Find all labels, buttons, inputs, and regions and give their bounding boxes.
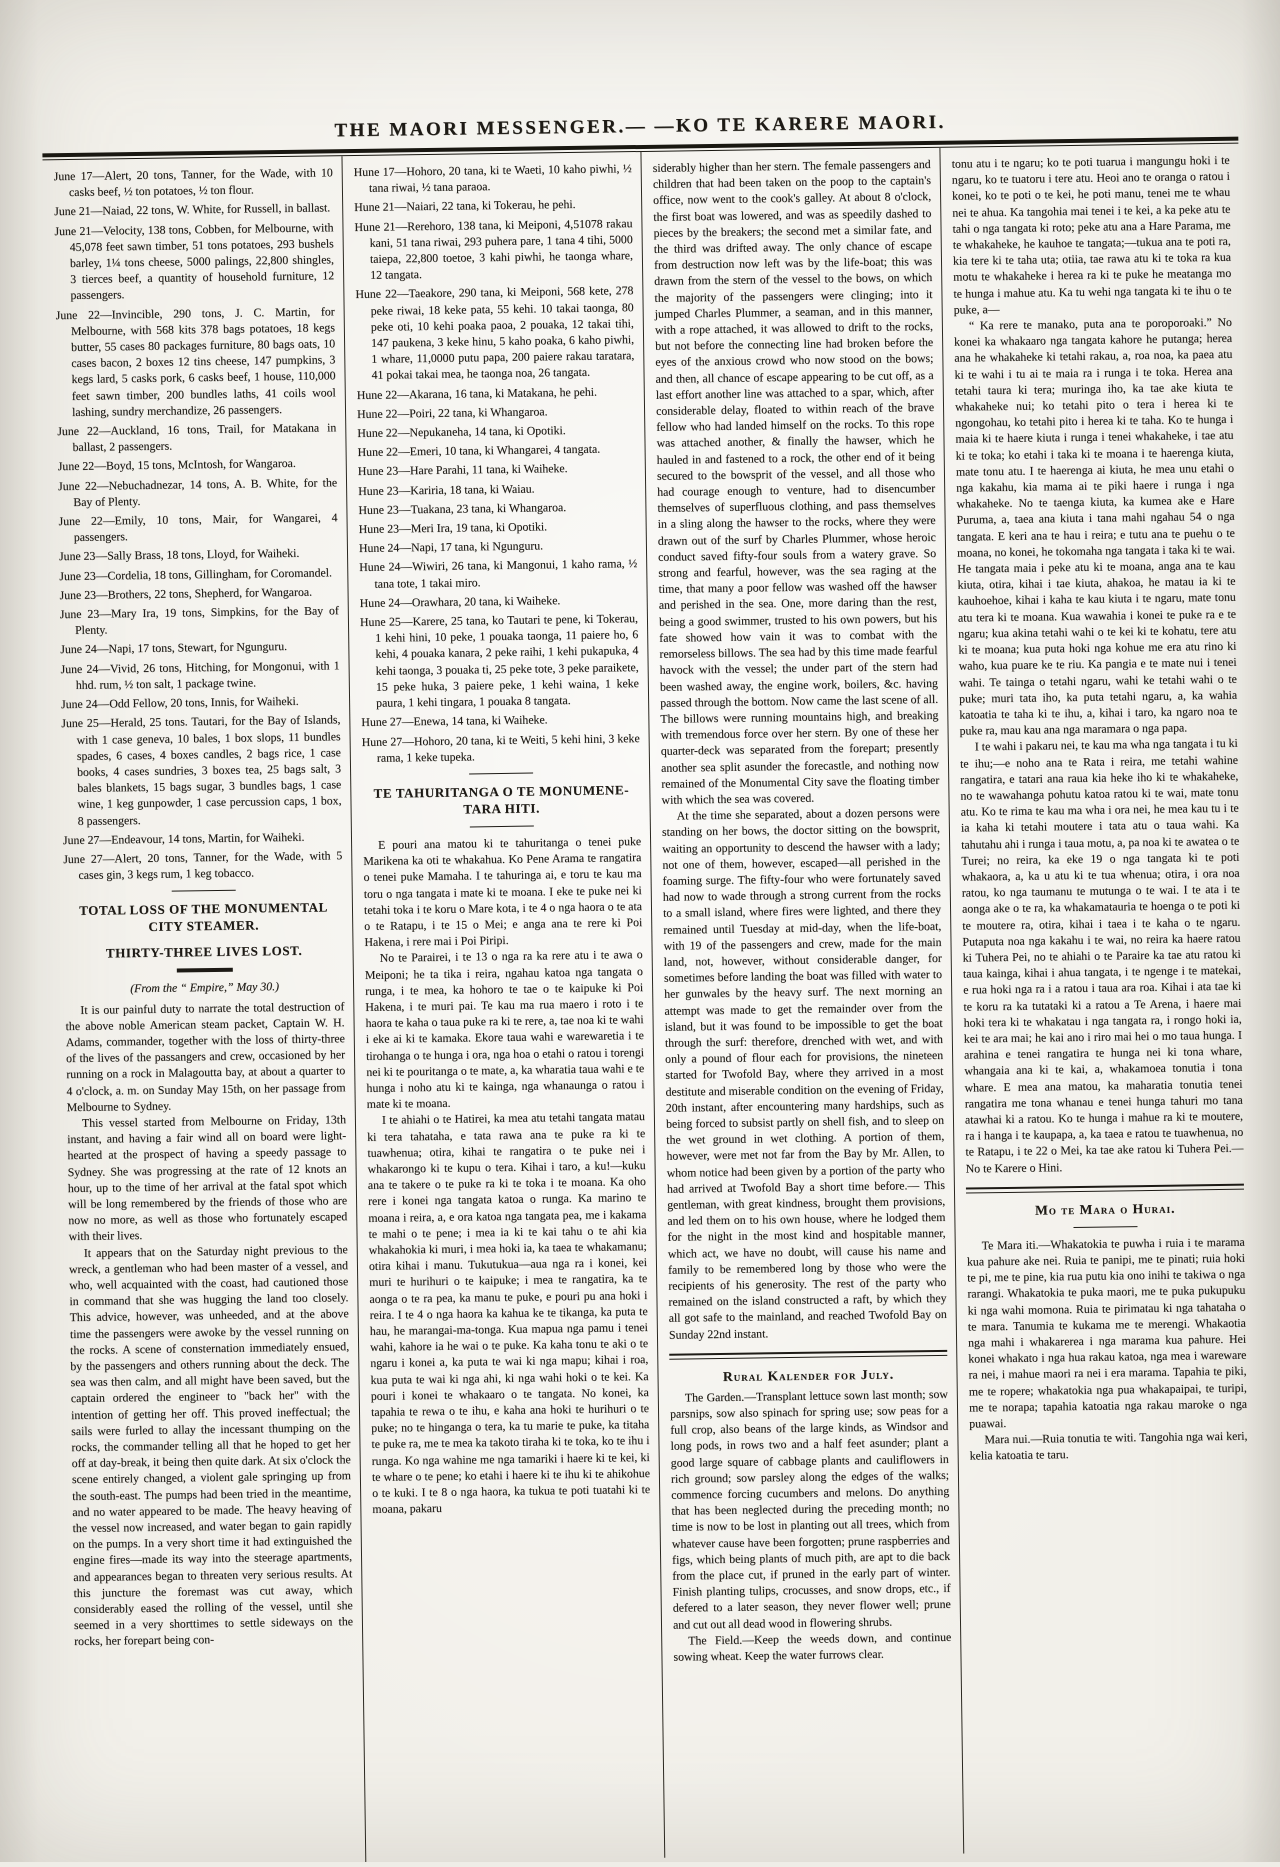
- shipping-entry: Hune 22—Taeakore, 290 tana, ki Meiponi, 568 kete, 278 peke riwai, 18 keke pata, 55 kehi. 10 takai taonga, 80 peke oti, 10 kehi poaka paoa, 2 pouaka, 12 takai tihi, 147 paukena, 3 keke hinu, 5 kaho poaka, 6 kaho piwhi, 1 whare, 11,0000 putu papa, 200 paiere rakau taratara, 41 pokai takai mea, he taonga noa, 26 tangata.: [355, 283, 635, 383]
- column-2: [341, 152, 664, 1862]
- shipping-entry: June 24—Napi, 17 tons, Stewart, for Ngunguru.: [60, 639, 288, 657]
- shipping-entry: June 23—Sally Brass, 18 tons, Lloyd, for Waiheki.: [58, 546, 300, 564]
- divider-rule: [176, 968, 232, 973]
- shipping-entry: Hune 21—Rerehoro, 138 tana, ki Meiponi, 4,51078 rakau kani, 51 tana riwai, 293 puhera pare, 1 tana 4 tihi, 5000 taiepa, 22,800 toetoe, 3 kahi piwhi, he taonga whare, 12 tangata.: [354, 215, 633, 283]
- shipping-entry: June 27—Alert, 20 tons, Tanner, for the Wade, with 5 cases gin, 3 kegs rum, 1 keg tobacco.: [63, 848, 343, 883]
- shipping-entry: June 22—Emily, 10 tons, Mair, for Wangarei, 4 passengers.: [58, 510, 338, 545]
- paragraph-continued: siderably higher than her stern. The female passengers and children that had been taken on the poop to the captain's office, now went to the cook's galley. At about 8 o'clock, the first boat was lowered, and was as speedily dashed to pieces by the breakers; the second met a similar fate, and the third was drifted away. The only chance of escape from destruction now left was by the life-boat; this was drawn from the stern of the vessel to the bows, on which the majority of the passengers were clinging; into it jumped Charles Plummer, a seaman, and in this manner, with a rope attached, it was allowed to drift to the rocks, but not before the connecting line had broken before the eyes of the anxious crowd who now stood on the bows; and then, all chance of escape appearing to be cut off, as a last effort another line was attached to a spar, which, after considerable delay, floated to within reach of the brave fellow who had landed himself on the rocks. To this rope was attached another, & finally the hawser, which he hauled in and fastened to a rock, the other end of it being secured to the bowsprit of the vessel, and all those who had courage enough to venture, had to disencumber themselves of superfluous clothing, and pass themselves in a sling along the hawser to the rocks, where they were drawn out of the surf by Charles Plummer, whose heroic conduct saved fifty-four souls from a watery grave. So strong and fearful, however, was the sea raging at the time, that many a poor fellow was washed off the hawser and perished in the sea. One, more daring than the rest, being a good swimmer, trusted to his own powers, but his fate showed how vain it was to combat with the remorseless billows. The sea had by this time made fearful havock with the vessel; the under part of the stern had been washed away, the engine work, boilers, &c. having passed through the bottom. Now came the last scene of all. The billows were running mountains high, and breaking with tremendous force over her stern. By one of these her quarter-deck was separated from the forepart; presently another sea split asunder the forecastle, and nothing now remained of the Monumental City save the floating timber with which the sea was covered.: [652, 156, 940, 807]
- paragraph-continued: tonu atu i te ngaru; ko te poti tuarua i mangungu hoki i te ngaru, ko te tuatoru i tere atu. Heoi ano te oranga o ratou i konei, ko te poti o te kei, he poti manu, tenei me te whau nei te ahua. Ka tangohia mai tenei i te kei, a ka peke atu te tahi o nga tangata ki roto; peke atu ana a Hare Parama, me te whakaheke, he kauhoe te tangata;—tukua ana te poti ra, kia tere ki te taha uta; otiia, tae rawa atu ki te toka ra kua motu te whakaheke i herea ra ki te puke he meatanga mo te hunga i mahue atu. Ka tu wehi nga tangata ki te ihu o te puke, a—: [951, 152, 1232, 317]
- paragraph: I te wahi i pakaru nei, te kau ma wha nga tangata i tu ki te ihu;—e noho ana te Rata i reira, me tetahi wahine rangatira, e tatari ana raua kia heke iho ki te whakaheke, no te wawahanga pohutu katoa ratou ki te wai, mate tonu atu. Ko te rima te kau ma wha i ora nei, he mea kau tu i te ia kaha ki tetahi moutere i tata atu o taua wahi. Ka tahutahu ahi i runga i taua motu, a, pa noa ki te awatea o te Turei; no reira, ka eke 19 o nga tangata ki te poti whakaora, a, ka u atu ki te tua whenua; otira, i ora noa ratou, ko nga taumanu te mutunga o te wai. I te ata i te aonga ake o te ra, ka whakamatauria te hoenga o te poti ki te moutere ra, otira, kihai i taea i te kaha o te ngaru. Putaputa noa nga kakahu i te wai, no reira ka haere ratou ki Tuhera Pei, no te ahiahi o te Paraire ka tae atu ratou ki taua kainga, kihai i ahua tangata, i te ngenge i te matekai, e rua hoki nga ra i a ratou i taua ara roa. Kihai i ata tae ki te koru ra ka tutataki ki a ratou a Te Arena, i haere mai hoki tera ki te whakatau i nga tangata ra, i rongo hoki ia, kei te ara mai; he kai ano i riro mai hei o mo taua hunga. I arahina e tenei rangatira te hunga nei ki tona whare, whangaia ana ki te kai, a, whakamoea tonutia i tona whare. E mea ana matou, ka maharatia tonutia tenei rangatira me tona whanau e tenei hunga tahuri mo tana atawhai ki a ratou. Ko te hunga i mahue ra ki te moutere, ra i hanga i te kaupapa, a, ka taea e ratou te tuawhenua, no te Ratapu, i te 22 o Mei, ka tae ake ratou ki Tuhera Pei.—No te Karere o Hini.: [959, 736, 1244, 1176]
- shipping-entry: Hune 24—Wiwiri, 26 tana, ki Mangonui, 1 kaho rama, ½ tana tote, 1 takai miro.: [359, 556, 638, 591]
- shipping-entry: June 23—Cordelia, 18 tons, Gillingham, for Coromandel.: [59, 565, 332, 583]
- column-1: [43, 156, 366, 1866]
- divider-rule: [171, 890, 235, 892]
- paragraph: It appears that on the Saturday night previous to the wreck, a gentleman who had been master of a vessel, and who, well acquainted with the coast, had cautioned those in command that she was hugging the land too closely. This advice, however, was unheeded, and at the above time the passengers were awoke by the vessel running on the rocks. A scene of consternation immediately ensued, by the passengers and others running about the deck. The sea was then calm, and all might have been saved, but the captain ordered the engineer to "back her" with the intention of getting her off. This proved ineffectual; the sails were furled to allay the incessant thumping on the rocks, the commander telling all that he hoped to get her off at day-break, it being then quite dark. At six o'clock the scene entirely changed, a violent gale springing up from the south-east. The pumps had been tried in the meantime, and no water appeared to be made. The heavy heaving of the vessel now increased, and water began to gain rapidly on the pumps. In a very short time it had extinguished the engine fires—made its way into the steerage apartments, and appearances began to threaten very serious results. At this juncture the foremast was cut away, which considerably eased the rolling of the vessel, until she seemed in a very shorttimes to settle sideways on the rocks, her forepart being con-: [68, 1241, 354, 1649]
- shipping-entry: June 23—Mary Ira, 19 tons, Simpkins, for the Bay of Plenty.: [59, 603, 339, 638]
- section-heading: THIRTY-THREE LIVES LOST.: [105, 943, 303, 961]
- paragraph: The Field.—Keep the weeds down, and continue sowing wheat. Keep the water furrows clear.: [673, 1629, 952, 1664]
- masthead-title: THE MAORI MESSENGER.— —KO TE KARERE MAORI.: [334, 111, 946, 142]
- shipping-entry: Hune 22—Akarana, 16 tana, ki Matakana, he pehi.: [356, 384, 598, 402]
- shipping-entry: Hune 21—Naiari, 22 tana, ki Tokerau, he pehi.: [354, 197, 576, 215]
- shipping-entry: Hune 27—Hohoro, 20 tana, ki te Weiti, 5 kehi hini, 3 keke rama, 1 keke tupeka.: [361, 730, 640, 765]
- shipping-entry: June 24—Vivid, 26 tons, Hitching, for Mongonui, with 1 hhd. rum, ½ ton salt, 1 package twine.: [60, 657, 340, 692]
- shipping-entry: June 21—Naiad, 22 tons, W. White, for Russell, in ballast.: [54, 200, 331, 219]
- paragraph: Mara nui.—Ruia tonutia te witi. Tangohia nga wai keri, kelia katoatia te taru.: [969, 1428, 1248, 1463]
- shipping-entry: June 24—Odd Fellow, 20 tons, Innis, for Waiheki.: [61, 693, 299, 712]
- shipping-entry: Hune 24—Orawhara, 20 tana, ki Waiheke.: [359, 593, 561, 610]
- column-grid: [43, 144, 1263, 1867]
- paragraph: I te ahiahi o te Hatirei, ka mea atu tetahi tangata matau ki tera tahataha, e tata rawa ana te puke ra ki te tuawhenua; otira, kihai te rangatira o te puke nei i whakarongo ki te kupu o tera. Kihai i taro, a ku!—kuku ana te takere o te puke ra ki te toka i te moana. Ka oho rere i konei nga tangata katoa o runga. Ka marino te moana i reira, a, e ora katoa nga tangata pea, me i kakama te mahi o te pene; i mea ia ki te kai tahu o te ahi kia whakahokia ki muri, i mea hoki ia, ka taea te whakamanu; otira kihai i manu. Tukutukua—aua nga ra i konei, kei muri te hurihuri o te kaipuke; i mea te rangatira, ka te aonga o te ra pea, ka manu te puke, e pouri pu ana hoki i reira. I te 4 o nga haora ka kahua ke te tikanga, ka puta te hau, he marangai-ma-tonga. Kua mapua nga pamu i tenei wahi, kahore ia he wai o te puke. Ka kaha tonu te aki o te ngaru i konei a, ka puta te wai ki nga mapu; kihai i roa, kua puta te wai ki nga ahi, ki nga wahi hoki o te kei. Ka pouri i konei te whakaaro o te tangata. No konei, ka tapahia te rewa o te ihu, e kaha ana hoki te hurihuri o te puke; no te hinganga o tera, ka tu marie te puke, ka titaha te puke ra, me te mea ka takoto tiraha ki te toka, ko te ihu i runga. Ko nga wahine me nga tamariki i haere ki te kei, ki te whare o te pene; ko etahi i haere ki te ihu ki te ahikohue o te kuki. I te 8 o nga haora, ka tukua te poti tuatahi ki te moana, pakaru: [367, 1109, 651, 1517]
- shipping-entry: Hune 27—Enewa, 14 tana, ki Waiheke.: [361, 712, 548, 730]
- shipping-entry: Hune 23—Meri Ira, 19 tana, ki Opotiki.: [358, 519, 548, 537]
- shipping-entry: June 22—Nebuchadnezar, 14 tons, A. B. White, for the Bay of Plenty.: [57, 474, 338, 509]
- shipping-entry: June 23—Brothers, 22 tons, Shepherd, for Wangaroa.: [59, 584, 313, 603]
- shipping-entry: June 22—Boyd, 15 tons, McIntosh, for Wangaroa.: [57, 456, 296, 474]
- paragraph: It is our painful duty to narrate the total destruction of the above noble American steam packet, Captain W. H. Adams, commander, together with the loss of thirty-three of the lives of the passangers and crew, occasioned by her running on a rock in Malagoutta bay, at about a quarter to 4 o'clock, a. m. on Sunday May 15th, on her passage from Melbourne to Sydney.: [65, 998, 346, 1114]
- section-heading: TOTAL LOSS OF THE MONUMENTAL CITY STEAMER.: [79, 899, 328, 935]
- shipping-entry: Hune 23—Kariria, 18 tana, ki Waiau.: [358, 481, 535, 498]
- shipping-entry: June 22—Auckland, 16 tons, Trail, for Matakana in ballast, 2 passengers.: [57, 420, 337, 455]
- paragraph: Te Mara iti.—Whakatokia te puwha i ruia i te marama kua pahure ake nei. Ruia te panipi, me te pinati; ruia hoki te pi, me te pine, kia rua putu kia ono inihi te takiwa o nga rarangi. Whakatokia te puka maori, me te puka pukupuku ki nga wahi momona. Ruia te pirimatau ki nga tahataha o te mara. Tanumia te kukama me te merengi. Whakaotia nga mahi i whakarerea i nga marama kua pahure. Hei konei whakato i nga hua rakau katoa, nga mea i wareware ra nei, i mahue maori ra nei i era marama. Tapahia te piki, me te ropere; whakatokia nga pua whakapaipai, te turipi, me te norapa; tapahia katoatia nga rakau maroke o nga puawai.: [966, 1234, 1248, 1431]
- column-4: [939, 144, 1262, 1854]
- divider-rule: [1073, 1226, 1137, 1228]
- section-heading: TE TAHURITANGA O TE MONUMENE-TARA HITI.: [373, 782, 630, 817]
- paragraph: At the time she separated, about a dozen persons were standing on her bows, the doctor sitting on the bowsprit, waiting an opportunity to descend the hawser with a lady; not one of them, however, escaped—all perished in the foaming surge. The fifty-four who were fortunately saved had now to wade through a strong current from the rocks to a small island, where fires were lighted, and there they remained until Tuesday at mid-day, when the life-boat, with 19 of the passengers and crew, made for the main land, not, however, without considerable danger, for sometimes before landing the boat was filled with water to her gunwales by the heavy surf. The next morning an attempt was made to get the remainder over from the island, but it was found to be impossible to get the boat through the surf: therefore, drenched with wet, and with only a pound of flour each for provisions, the nineteen started for Twofold Bay, where they arrived in a most destitute and miserable condition on the evening of Friday, 20th instant, after encountering many hardships, such as being forced to subsist partly on shell fish, and to sleep on the wet ground in wet clothing. A portion of them, however, were met not far from the Bay by Mr. Allen, to whom notice had been given by a portion of the party who had arrived at Twofold Bay a short time before.— This gentleman, with great kindness, brought them provisions, and led them on to his own house, where he lodged them for the night in the most kind and hospitable manner, which act, we have no doubt, will cause his name and family to be remembered long by those who were the recipients of his generosity. The rest of the party who remained on the island constructed a raft, by which they all got safe to the mainland, and reached Twofold Bay on Sunday 22nd instant.: [661, 805, 947, 1342]
- column-3: [640, 148, 963, 1858]
- shipping-entry: Hune 23—Hare Parahi, 11 tana, ki Waiheke.: [357, 461, 568, 479]
- byline: (From the “ Empire,” May 30.): [130, 979, 280, 996]
- shipping-entry: Hune 23—Tuakana, 23 tana, ki Whangaroa.: [358, 499, 567, 517]
- paragraph: This vessel started from Melbourne on Friday, 13th instant, and having a fair wind all on board were light-hearted at the prospect of having a speedy passage to Sydney. She was progressing at the rate of 12 knots an hour, up to the time of her arrival at the fatal spot which will be long remembered by the friends of those who are now no more, as well as those who fortunately escaped with their lives.: [67, 1112, 348, 1244]
- paragraph: “ Ka rere te manako, puta ana te poroporoaki.” No konei ka whakaaro nga tangata kahore he putanga; herea ana he whakaheke ki tetahi rakau, a, roa noa, ka paea atu ki te wahi i tu ai te maia ra i runga i te toka. Herea ana tetahi taura ki tera; muringa iho, ka tae ake kiuta te whakaheke nui; ko tetahi pito o tera i herea ki te ngongohau, ko tetahi pito i herea ki te taha. Ko te hunga i maia ki te haere kiuta i runga i tenei whakaheke, i tae atu ki te toka; ko etahi i taka ki te moana i te haerenga kiuta, mate tonu atu. I te haerenga ai kiuta, he mea unu etahi o nga kakahu, kia mama ai te piki haere i runga i nga whakaheke. No te taenga kiuta, ka kumea ake e Hare Puruma, a, taea ana kiuta i tana mahi ngahau 54 o nga tangata. E keri ana te hau i reira; e tutu ana te puehu o te moana, no konei, he tokomaha nga tangata i taka ki te wai. He tangata maia i peke atu ki te moana, anga ana te kau kiuta, otira, kihai i tae kiuta, ahakoa, he matau ia ki te kauhoehoe, kihai i kaha te kau kiuta i te ngaru, mate tonu atu tera ki te moana. Kua wawahia i konei te puke ra e te ngaru; kua akina tetahi wahi o te kei ki te kohatu, tere atu ki te moana; kua puta hoki nga kohue me era atu rino ki waho, kua puare ke te riu. Ka pangia e te mate nui i tenei wahi. Te tainga o tetahi ngaru, wahi ke tetahi wahi o te puke; muri tata iho, ka puta tetahi ngaru, a, ka wahia katoatia te taha ki te ihu, a, kihai i taro, ka ngaro noa te puke ra, mau kau ana nga maramara o nga papa.: [954, 314, 1238, 738]
- section-heading: Rural Kalender for July.: [722, 1366, 895, 1384]
- divider-rule: [469, 772, 533, 774]
- shipping-entry: June 22—Invincible, 290 tons, J. C. Martin, for Melbourne, with 568 kits 378 bags potatoes, 18 kegs butter, 55 cases 80 packages furniture, 80 bags oats, 10 cases bacon, 2 boxes 12 tins cheese, 147 pumpkins, 3 kegs lard, 5 casks pork, 6 casks beef, 1 house, 110,000 feet sawn timber, 200 bundles laths, 41 coils wool lashing, sundry merchandize, 26 passengers.: [55, 303, 336, 419]
- shipping-entry: June 21—Velocity, 138 tons, Cobben, for Melbourne, with 45,078 feet sawn timber, 51 tons potatoes, 293 bushels barley, 1¼ tons cheese, 5000 palings, 22,800 shingles, 3 tierces beef, a quantity of household furniture, 12 passengers.: [54, 219, 335, 303]
- paragraph: E pouri ana matou ki te tahuritanga o tenei puke Marikena ka oti te whakahua. Ko Pene Arama te rangatira o tenei puke Mamaha. I te tahuringa ai, e toru te kau ma toru o nga tangata i mate ki te moana. I eke te puke nei ki tetahi toka i te koru o Mare kota, i te 4 o nga haora o te ata o te Ratapu, i te 15 o Mei; e anga ana te rere ki Poi Hakena, i rere mai i Poi Piripi.: [363, 833, 643, 950]
- shipping-entry: Hune 17—Hohoro, 20 tana, ki te Waeti, 10 kaho piwhi, ½ tana riwai, ½ tana paraoa.: [353, 161, 632, 195]
- shipping-entry: Hune 22—Poiri, 22 tana, ki Whangaroa.: [356, 404, 548, 421]
- paragraph: The Garden.—Transplant lettuce sown last month; sow parsnips, sow also spinach for spring use; sow peas for a full crop, also beans of the large kinds, as Windsor and long pods, in rows two and a half feet asunder; plant a good large square of cabbage plants and cauliflowers in rich ground; sow parsley along the edges of the walks; commence forcing cucumbers and melons. Do anything that has been neglected during the preceding month; no time is now to be lost in planting out all trees, which from whatever cause have been forgotten; prune raspberries and figs, which being plants of much pith, are apt to die back from the place cut, if pruned in the early part of winter. Finish planting tulips, crocusses, and snow drops, etc., if defered to a later season, they never flower well; prune and cut out all dead wood in flowering shrubs.: [669, 1386, 951, 1632]
- shipping-entry: Hune 25—Karere, 25 tana, ko Tautari te pene, ki Tokerau, 1 kehi hini, 10 peke, 1 pouaka taonga, 11 paiere ho, 6 kehi, 4 pouaka kanara, 2 peke raihi, 1 kehi pukapuka, 4 kehi taonga, 3 pouaka ti, 25 peke tote, 3 peke paraikete, 15 peke huka, 3 paiere peke, 1 kehi waina, 1 keke paura, 1 kehi tingara, 1 pouaka 8 tangata.: [359, 611, 639, 710]
- section-heading: Mo te Mara o Hurai.: [1034, 1200, 1176, 1218]
- shipping-entry: June 27—Endeavour, 14 tons, Martin, for Waiheki.: [62, 829, 305, 847]
- section-divider: [966, 1183, 1244, 1193]
- shipping-entry: Hune 22—Emeri, 10 tana, ki Whangarei, 4 tangata.: [357, 441, 601, 460]
- shipping-entry: Hune 22—Nepukaneha, 14 tana, ki Opotiki.: [357, 423, 566, 441]
- shipping-entry: June 17—Alert, 20 tons, Tanner, for the Wade, with 10 casks beef, ½ ton potatoes, ½ ton flour.: [53, 165, 333, 200]
- paragraph: No te Parairei, i te 13 o nga ra ka rere atu i te awa o Meiponi; he ta tika i reira, ngahau katoa nga tangata o runga, i te mea, ka hohoro te tae o te kaipuke ki Poi Hakena, i te muri pai. Te kau ma rua maero i roto i te haora te kaha o taua puke ra ki te rere, a, tae noa ki te wahi i eke ai ki te kamaka. Ekore taua wahi e warewaretia i te tirohanga o te hunga i ora, nga hoa o etahi o ratou i torengi nei ki te pouritanga o te mate, a, ka wharatia taua wahi e te hunga i noho atu ki te kainga, nga whanaunga o ratou i mate ki te moana.: [364, 947, 645, 1112]
- divider-rule: [470, 825, 534, 827]
- shipping-entry: June 25—Herald, 25 tons. Tautari, for the Bay of Islands, with 1 case geneva, 10 bales, 1 box slops, 11 bundles spades, 6 cases, 4 boxes candles, 2 bags rice, 1 case books, 4 cases sundries, 3 boxes tea, 25 bags salt, 3 bales blankets, 15 bags sugar, 3 bundles bags, 1 case wine, 1 keg gunpowder, 1 case percussion caps, 1 box, 8 passengers.: [61, 712, 342, 828]
- shipping-entry: Hune 24—Napi, 17 tana, ki Ngunguru.: [358, 538, 544, 556]
- section-divider: [669, 1350, 947, 1360]
